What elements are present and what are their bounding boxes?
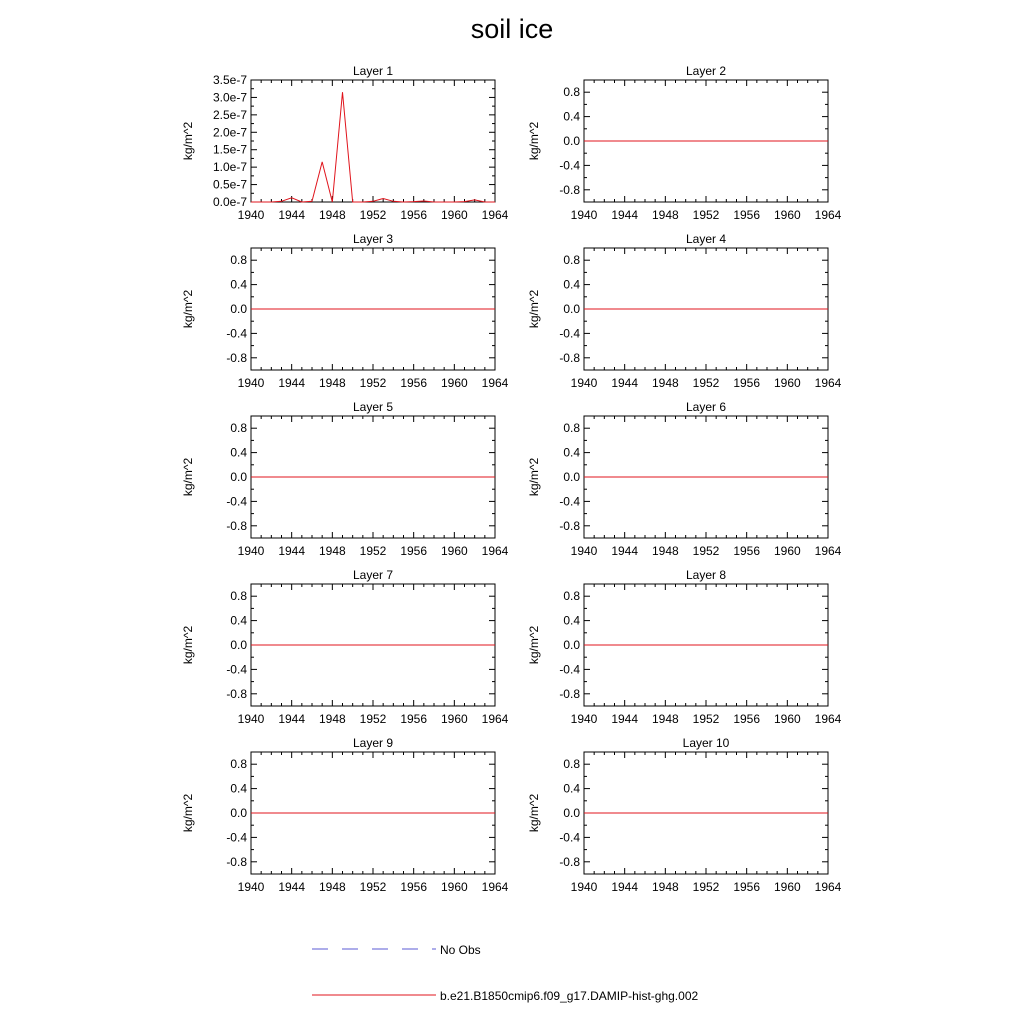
- panel-title: Layer 7: [352, 568, 394, 582]
- x-tick-label: 1956: [400, 712, 428, 726]
- y-axis-label: kg/m^2: [527, 289, 541, 329]
- plot-frame: [251, 80, 495, 202]
- y-tick-label: -0.4: [559, 494, 580, 509]
- y-tick-label: 2.5e-7: [212, 107, 247, 122]
- x-tick-label: 1948: [651, 880, 679, 894]
- x-tick-label: 1948: [651, 376, 679, 390]
- x-tick-label: 1952: [692, 880, 720, 894]
- x-tick-label: 1964: [814, 880, 842, 894]
- x-tick-label: 1940: [237, 376, 265, 390]
- y-tick-label: -0.4: [559, 326, 580, 341]
- y-tick-label: -0.4: [226, 494, 247, 509]
- figure-title: soil ice: [470, 14, 554, 44]
- x-tick-label: 1956: [733, 208, 761, 222]
- panel-title: Layer 8: [685, 568, 727, 582]
- x-tick-label: 1948: [318, 544, 346, 558]
- x-tick-label: 1940: [237, 712, 265, 726]
- x-tick-label: 1964: [481, 376, 509, 390]
- y-tick-label: 3.0e-7: [212, 90, 247, 105]
- x-tick-label: 1948: [318, 376, 346, 390]
- y-tick-label: 0.0e-7: [212, 195, 247, 209]
- y-tick-label: -0.4: [226, 662, 247, 677]
- panel-7: [181, 568, 509, 726]
- x-tick-label: 1948: [651, 208, 679, 222]
- x-tick-label: 1960: [440, 880, 468, 894]
- legend-obs-label: No Obs: [440, 943, 481, 957]
- panel-4: [527, 232, 842, 390]
- y-tick-label: 0.0: [563, 806, 580, 820]
- panel-5: [181, 400, 509, 558]
- y-tick-label: 0.4: [563, 781, 580, 796]
- x-tick-label: 1952: [692, 712, 720, 726]
- y-tick-label: 0.4: [563, 277, 580, 292]
- y-tick-label: 0.0: [563, 638, 580, 652]
- y-tick-label: -0.4: [559, 158, 580, 173]
- panel-title: Layer 2: [685, 64, 727, 78]
- y-tick-label: 2.0e-7: [212, 125, 247, 140]
- y-tick-label: 0.0: [230, 806, 247, 820]
- y-tick-label: -0.8: [559, 350, 580, 365]
- x-tick-label: 1952: [359, 376, 387, 390]
- panel-2: [527, 64, 842, 222]
- x-tick-label: 1952: [692, 376, 720, 390]
- x-tick-label: 1944: [278, 208, 306, 222]
- x-tick-label: 1956: [733, 544, 761, 558]
- x-tick-label: 1956: [400, 880, 428, 894]
- y-tick-label: 1.0e-7: [212, 160, 247, 175]
- x-tick-label: 1964: [814, 376, 842, 390]
- panel-title: Layer 9: [352, 736, 394, 750]
- x-tick-label: 1948: [651, 544, 679, 558]
- y-axis-label: kg/m^2: [181, 793, 195, 833]
- x-tick-label: 1960: [440, 712, 468, 726]
- y-axis-label: kg/m^2: [527, 457, 541, 497]
- x-tick-label: 1960: [440, 208, 468, 222]
- y-tick-label: 0.4: [563, 445, 580, 460]
- panel-10: [527, 736, 842, 894]
- x-tick-label: 1948: [318, 712, 346, 726]
- x-tick-label: 1944: [278, 880, 306, 894]
- x-tick-label: 1944: [278, 544, 306, 558]
- y-tick-label: -0.4: [226, 830, 247, 845]
- y-tick-label: -0.4: [559, 662, 580, 677]
- panel-title: Layer 1: [352, 64, 394, 78]
- y-tick-label: 0.4: [563, 109, 580, 124]
- x-tick-label: 1948: [318, 208, 346, 222]
- y-tick-label: 0.8: [230, 589, 247, 604]
- y-tick-label: -0.4: [559, 830, 580, 845]
- x-tick-label: 1960: [773, 880, 801, 894]
- y-tick-label: 1.5e-7: [212, 142, 247, 157]
- y-axis-label: kg/m^2: [527, 121, 541, 161]
- x-tick-label: 1952: [692, 544, 720, 558]
- y-axis-label: kg/m^2: [181, 121, 195, 161]
- panel-title: Layer 6: [685, 400, 727, 414]
- x-tick-label: 1956: [733, 880, 761, 894]
- y-tick-label: 0.0: [563, 302, 580, 316]
- y-tick-label: 0.8: [563, 85, 580, 100]
- x-tick-label: 1956: [733, 712, 761, 726]
- y-tick-label: 0.5e-7: [212, 177, 247, 192]
- y-tick-label: 0.0: [563, 470, 580, 484]
- x-tick-label: 1944: [278, 376, 306, 390]
- x-tick-label: 1940: [570, 712, 598, 726]
- x-tick-label: 1940: [570, 544, 598, 558]
- x-tick-label: 1940: [570, 880, 598, 894]
- panel-1: [181, 64, 509, 222]
- panel-8: [527, 568, 842, 726]
- y-tick-label: 3.5e-7: [212, 73, 247, 87]
- y-axis-label: kg/m^2: [181, 289, 195, 329]
- y-tick-label: -0.4: [226, 326, 247, 341]
- x-tick-label: 1944: [611, 208, 639, 222]
- panel-3: [181, 232, 509, 390]
- y-tick-label: -0.8: [559, 854, 580, 869]
- x-tick-label: 1948: [318, 880, 346, 894]
- y-tick-label: 0.8: [230, 421, 247, 436]
- y-axis-label: kg/m^2: [527, 625, 541, 665]
- x-tick-label: 1952: [359, 208, 387, 222]
- x-tick-label: 1964: [814, 544, 842, 558]
- x-tick-label: 1964: [814, 712, 842, 726]
- x-tick-label: 1952: [359, 712, 387, 726]
- y-tick-label: 0.4: [563, 613, 580, 628]
- y-tick-label: 0.8: [563, 253, 580, 268]
- y-tick-label: -0.8: [226, 518, 247, 533]
- x-tick-label: 1960: [773, 544, 801, 558]
- panel-title: Layer 4: [685, 232, 727, 246]
- x-tick-label: 1940: [237, 544, 265, 558]
- y-tick-label: 0.8: [230, 253, 247, 268]
- legend-model-label: b.e21.B1850cmip6.f09_g17.DAMIP-hist-ghg.002: [440, 989, 699, 1003]
- y-tick-label: 0.4: [230, 445, 247, 460]
- x-tick-label: 1944: [611, 376, 639, 390]
- x-tick-label: 1940: [570, 208, 598, 222]
- x-tick-label: 1952: [692, 208, 720, 222]
- x-tick-label: 1948: [651, 712, 679, 726]
- y-tick-label: 0.8: [563, 757, 580, 772]
- y-tick-label: -0.8: [226, 686, 247, 701]
- y-tick-label: 0.0: [230, 302, 247, 316]
- panel-title: Layer 3: [352, 232, 394, 246]
- x-tick-label: 1956: [733, 376, 761, 390]
- x-tick-label: 1960: [773, 208, 801, 222]
- panel-6: [527, 400, 842, 558]
- y-tick-label: -0.8: [226, 854, 247, 869]
- y-tick-label: 0.0: [230, 638, 247, 652]
- x-tick-label: 1952: [359, 880, 387, 894]
- y-tick-label: 0.4: [230, 613, 247, 628]
- x-tick-label: 1952: [359, 544, 387, 558]
- series-line: [251, 92, 495, 202]
- panels-group: [181, 64, 842, 894]
- y-axis-label: kg/m^2: [527, 793, 541, 833]
- x-tick-label: 1944: [611, 880, 639, 894]
- y-tick-label: 0.8: [230, 757, 247, 772]
- x-tick-label: 1956: [400, 208, 428, 222]
- y-tick-label: 0.8: [563, 421, 580, 436]
- x-tick-label: 1944: [611, 712, 639, 726]
- panel-title: Layer 10: [682, 736, 730, 750]
- x-tick-label: 1964: [481, 880, 509, 894]
- y-axis-label: kg/m^2: [181, 457, 195, 497]
- x-tick-label: 1944: [278, 712, 306, 726]
- x-tick-label: 1940: [237, 208, 265, 222]
- x-tick-label: 1960: [773, 376, 801, 390]
- x-tick-label: 1964: [481, 712, 509, 726]
- legend: [312, 943, 698, 1003]
- y-tick-label: 0.4: [230, 781, 247, 796]
- x-tick-label: 1940: [570, 376, 598, 390]
- y-axis-label: kg/m^2: [181, 625, 195, 665]
- y-tick-label: 0.0: [563, 134, 580, 148]
- x-tick-label: 1964: [481, 544, 509, 558]
- x-tick-label: 1960: [440, 376, 468, 390]
- y-tick-label: -0.8: [226, 350, 247, 365]
- panel-9: [181, 736, 509, 894]
- x-tick-label: 1964: [814, 208, 842, 222]
- x-tick-label: 1960: [440, 544, 468, 558]
- x-tick-label: 1940: [237, 880, 265, 894]
- panel-title: Layer 5: [352, 400, 394, 414]
- x-tick-label: 1960: [773, 712, 801, 726]
- y-tick-label: -0.8: [559, 182, 580, 197]
- x-tick-label: 1956: [400, 376, 428, 390]
- x-tick-label: 1956: [400, 544, 428, 558]
- x-tick-label: 1964: [481, 208, 509, 222]
- x-tick-label: 1944: [611, 544, 639, 558]
- y-tick-label: -0.8: [559, 518, 580, 533]
- y-tick-label: 0.0: [230, 470, 247, 484]
- y-tick-label: 0.8: [563, 589, 580, 604]
- y-tick-label: 0.4: [230, 277, 247, 292]
- y-tick-label: -0.8: [559, 686, 580, 701]
